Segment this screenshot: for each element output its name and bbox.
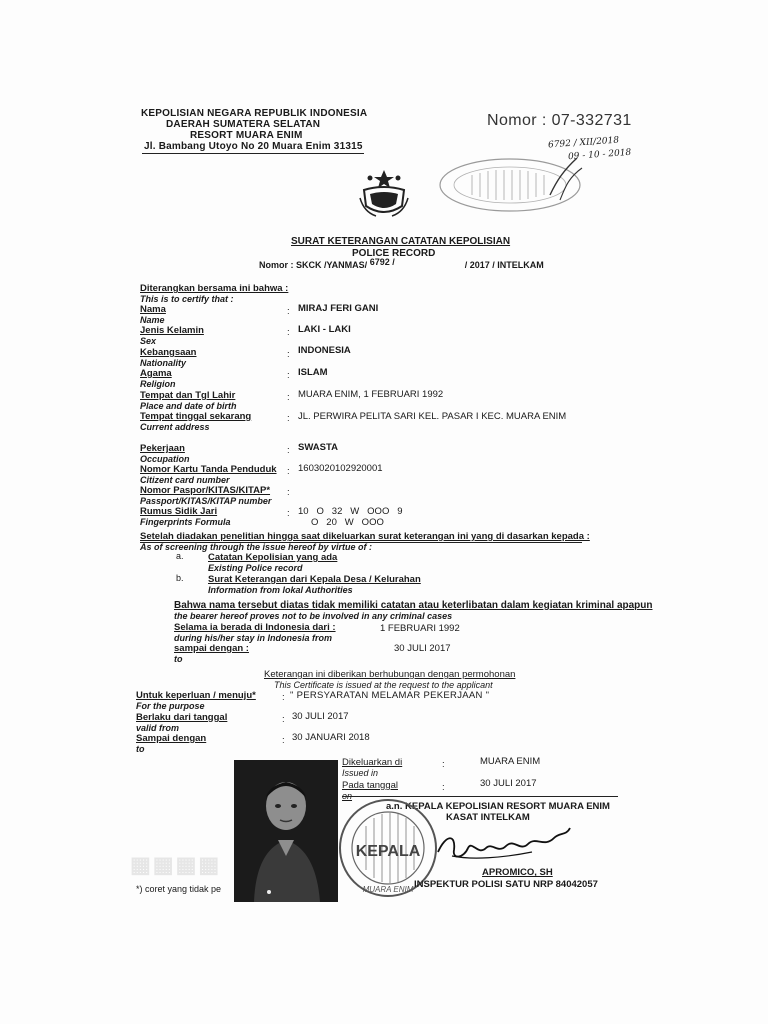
signatory-rank: INSPEKTUR POLISI SATU NRP 84042057 <box>414 879 598 890</box>
faded-stamp-icon <box>432 150 592 220</box>
colon: : <box>287 508 290 519</box>
field-fingerprint-value2: O 20 W OOO <box>311 517 384 528</box>
signature-title2: KASAT INTELKAM <box>446 812 530 823</box>
stamp-center-text: KEPALA <box>355 843 421 860</box>
purpose-intro-en: This Certificate is issued at the request to the applicant <box>274 680 493 690</box>
colon: : <box>282 692 285 703</box>
field-name-value: MIRAJ FERI GANI <box>298 303 379 314</box>
colon: : <box>282 714 285 725</box>
field-idcard-value: 1603020102920001 <box>298 463 383 474</box>
research-item-b-en: Information from lokal Authorities <box>208 585 353 595</box>
footnote: *) coret yang tidak pe <box>136 884 222 894</box>
research-rule <box>140 542 582 543</box>
issued-on-label: Pada tanggal <box>342 780 398 791</box>
issued-at-label: Dikeluarkan di <box>342 757 403 768</box>
field-nationality-value: INDONESIA <box>298 345 351 356</box>
research-item-b: Surat Keterangan dari Kepala Desa / Kelurahan <box>208 574 421 585</box>
valid-to-label-en: to <box>136 744 145 754</box>
field-idcard-label: Nomor Kartu Tanda Penduduk <box>140 464 277 475</box>
purpose-label: Untuk keperluan / menuju* <box>136 690 256 701</box>
purpose-label-en: For the purpose <box>136 701 205 711</box>
field-nationality-label: Kebangsaan <box>140 347 197 358</box>
field-address-label-en: Current address <box>140 422 210 432</box>
colon: : <box>287 327 290 338</box>
field-sex-label: Jenis Kelamin <box>140 325 204 336</box>
valid-from-label: Berlaku dari tanggal <box>136 712 228 723</box>
header-rule <box>142 153 364 154</box>
stay-to-label-en: to <box>174 654 183 664</box>
issued-on-value: 30 JULI 2017 <box>480 778 537 789</box>
field-idcard-label-en: Citizent card number <box>140 475 230 485</box>
issued-on-label-en: on <box>342 791 353 801</box>
header-address: Jl. Bambang Utoyo No 20 Muara Enim 31315 <box>144 141 363 152</box>
field-address-label: Tempat tinggal sekarang <box>140 411 252 422</box>
stay-to-label: sampai dengan : <box>174 643 249 654</box>
number-prefix: Nomor : SKCK /YANMAS/ <box>259 260 368 270</box>
stay-from-label: Selama ia berada di Indonesia dari : <box>174 622 336 633</box>
colon: : <box>287 349 290 360</box>
statement-en: the bearer hereof proves not to be involved in any criminal cases <box>174 611 453 621</box>
field-address-value: JL. PERWIRA PELITA SARI KEL. PASAR I KEC. MUARA ENIM <box>298 411 567 422</box>
purpose-intro-id: Keterangan ini diberikan berhubungan dengan permohonan <box>264 669 516 680</box>
document-number <box>259 257 544 270</box>
field-name-label-en: Name <box>140 315 165 325</box>
field-fingerprint-label: Rumus Sidik Jari <box>140 506 218 517</box>
document-subtitle: POLICE RECORD <box>352 248 436 259</box>
research-item-a: Catatan Kepolisian yang ada <box>208 552 338 563</box>
field-occupation-label-en: Occupation <box>140 454 190 464</box>
number-suffix: / 2017 / INTELKAM <box>464 260 544 270</box>
handwritten-ref: 6792 / XII/2018 <box>547 135 620 151</box>
stay-to-value: 30 JULI 2017 <box>394 643 451 654</box>
field-occupation-value: SWASTA <box>298 442 338 453</box>
field-sex-value: LAKI - LAKI <box>298 324 351 335</box>
colon: : <box>442 759 445 770</box>
colon: : <box>287 445 290 456</box>
field-occupation-label: Pekerjaan <box>140 443 185 454</box>
colon: : <box>287 413 290 424</box>
intro-id: Diterangkan bersama ini bahwa : <box>140 283 289 294</box>
serial-value: 07-332731 <box>551 112 632 129</box>
colon: : <box>442 782 445 793</box>
research-item-a-en: Existing Police record <box>208 563 303 573</box>
purpose-value: " PERSYARATAN MELAMAR PEKERJAAN " <box>290 690 490 701</box>
valid-to-value: 30 JANUARI 2018 <box>292 732 370 743</box>
research-letter-a: a. <box>176 551 184 561</box>
colon: : <box>282 735 285 746</box>
research-letter-b: b. <box>176 573 184 583</box>
serial-number <box>487 112 632 130</box>
field-religion-value: ISLAM <box>298 367 328 378</box>
number-value: 6792 / <box>369 257 395 267</box>
field-religion-label-en: Religion <box>140 379 176 389</box>
field-birth-label: Tempat dan Tgl Lahir <box>140 390 236 401</box>
colon: : <box>287 466 290 477</box>
field-passport-label: Nomor Paspor/KITAS/KITAP* <box>140 485 271 496</box>
header-line1: KEPOLISIAN NEGARA REPUBLIK INDONESIA <box>141 108 368 119</box>
issued-at-value: MUARA ENIM <box>480 756 541 767</box>
colon: : <box>287 370 290 381</box>
stay-from-label-en: during his/her stay in Indonesia from <box>174 633 333 643</box>
field-fingerprint-value: 10 O 32 W OOO 9 <box>298 506 403 517</box>
valid-from-label-en: valid from <box>136 723 180 733</box>
faded-mark-icon: ▦▦▦▦ <box>130 852 222 877</box>
signatory-name: APROMICO, SH <box>482 867 553 878</box>
research-en: As of screening through the issue hereof by virtue of : <box>140 542 373 552</box>
intro-en: This is to certify that : <box>140 294 234 304</box>
field-passport-label-en: Passport/KITAS/KITAP number <box>140 496 272 506</box>
field-birth-value: MUARA ENIM, 1 FEBRUARI 1992 <box>298 389 444 400</box>
field-religion-label: Agama <box>140 368 172 379</box>
colon: : <box>287 487 290 498</box>
signature-title1: a.n. KEPALA KEPOLISIAN RESORT MUARA ENIM <box>386 801 610 812</box>
police-emblem-icon <box>356 168 412 220</box>
header-line2: DAERAH SUMATERA SELATAN <box>166 119 321 130</box>
stay-from-value: 1 FEBRUARI 1992 <box>380 623 460 634</box>
field-fingerprint-label-en: Fingerprints Formula <box>140 517 231 527</box>
stamp-ring-text: MUARA ENIM <box>362 885 414 894</box>
issued-at-label-en: Issued in <box>342 768 379 778</box>
handwritten-date: 09 - 10 - 2018 <box>567 147 632 163</box>
valid-to-label: Sampai dengan <box>136 733 207 744</box>
field-name-label: Nama <box>140 304 166 315</box>
field-sex-label-en: Sex <box>140 336 157 346</box>
field-birth-label-en: Place and date of birth <box>140 401 237 411</box>
research-id: Setelah diadakan penelitian hingga saat dikeluarkan surat keterangan ini yang di dasarkan kepada : <box>140 531 590 542</box>
document-title: SURAT KETERANGAN CATATAN KEPOLISIAN <box>291 236 511 247</box>
statement-id: Bahwa nama tersebut diatas tidak memiliki catatan atau keterlibatan dalam kegiatan kriminal apapun <box>174 600 653 611</box>
header-line3: RESORT MUARA ENIM <box>190 130 303 141</box>
colon: : <box>287 306 290 317</box>
applicant-photo <box>234 760 338 902</box>
portrait-icon <box>234 760 338 902</box>
field-nationality-label-en: Nationality <box>140 358 187 368</box>
signature-icon <box>432 820 582 870</box>
colon: : <box>287 392 290 403</box>
valid-from-value: 30 JULI 2017 <box>292 711 349 722</box>
serial-label: Nomor : <box>487 112 547 129</box>
